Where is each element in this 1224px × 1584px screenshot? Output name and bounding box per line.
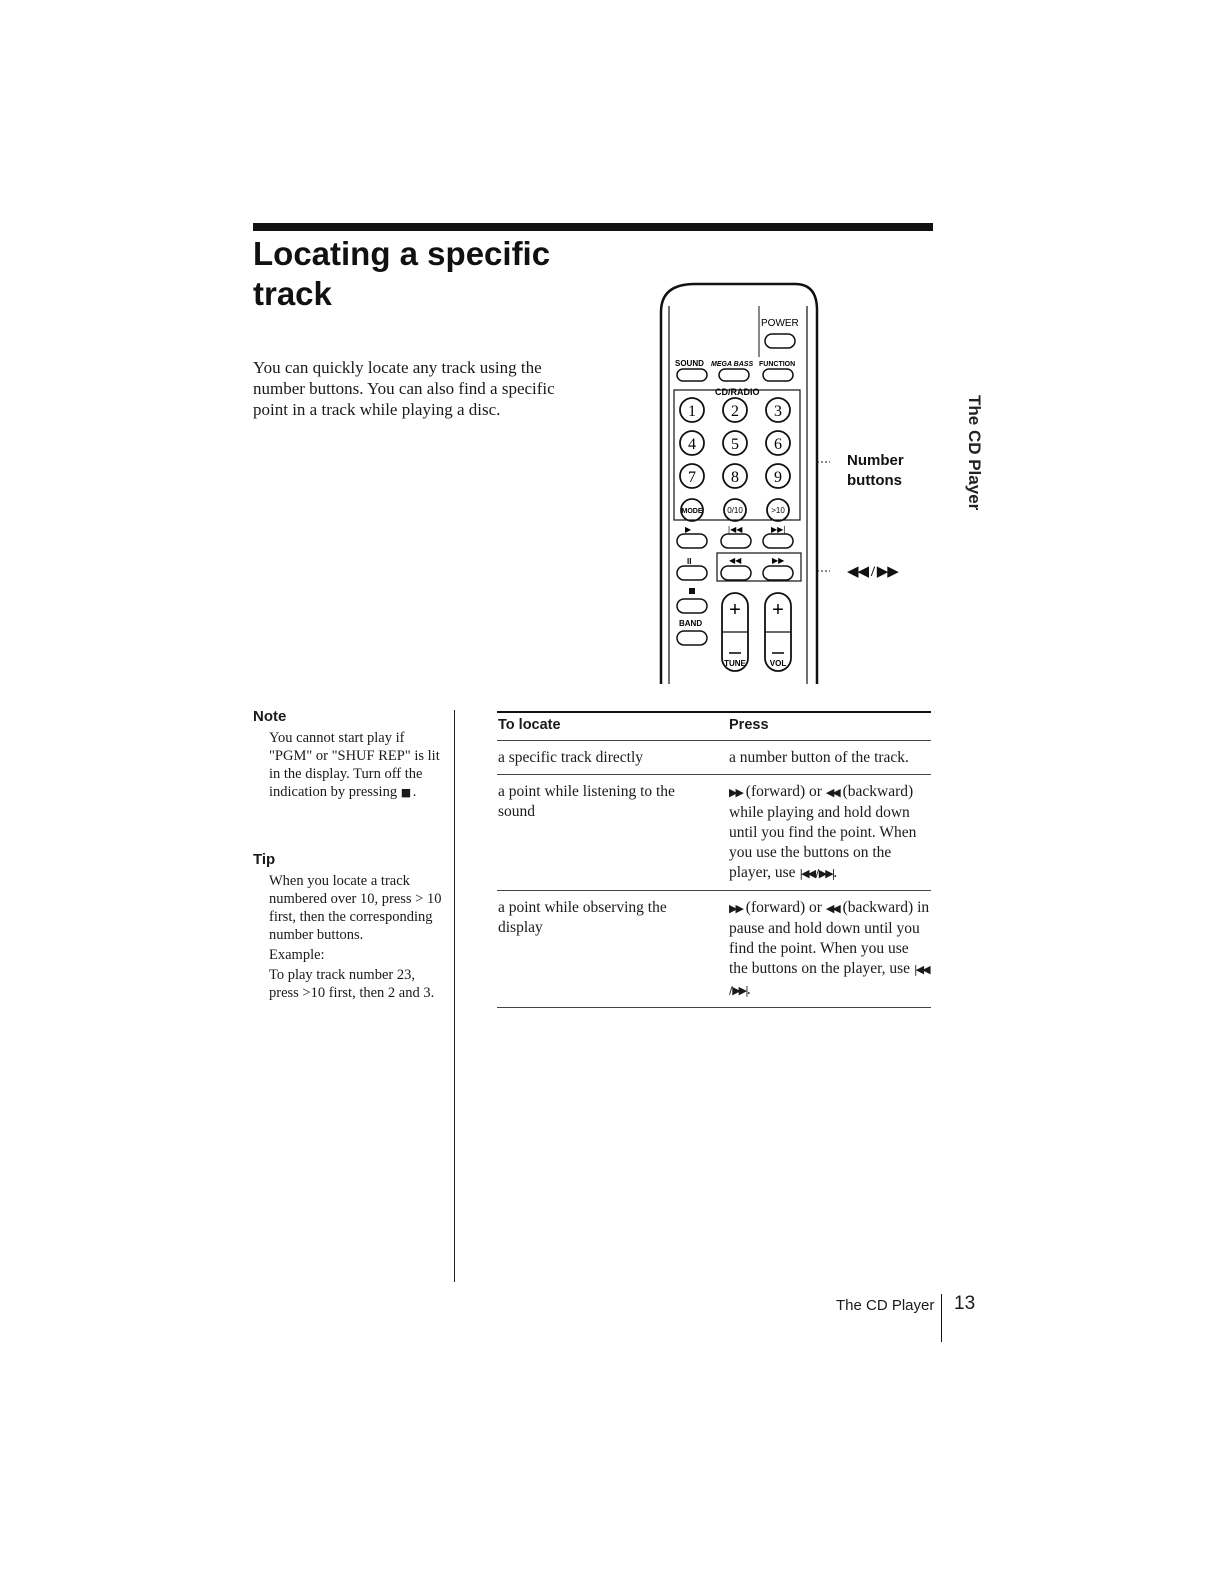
power-label: POWER xyxy=(761,318,799,329)
sound-button[interactable] xyxy=(677,369,707,381)
note-heading: Note xyxy=(253,708,287,725)
digit-label: 5 xyxy=(731,436,739,453)
page-number: 13 xyxy=(954,1293,976,1314)
sound-label: SOUND xyxy=(675,359,704,368)
rewind-button[interactable] xyxy=(721,566,751,580)
digit-label: 6 xyxy=(774,436,782,453)
remote-control-illustration xyxy=(655,282,830,684)
pause-button[interactable] xyxy=(677,566,707,580)
band-label: BAND xyxy=(679,619,703,628)
tune-plus-icon: + xyxy=(729,599,741,621)
skip-icons: |◀◀ / ▶▶| xyxy=(799,867,834,880)
prev-track-icon: |◀◀ xyxy=(728,525,743,534)
play-icon: ▶ xyxy=(685,525,692,534)
digit-label: 9 xyxy=(774,469,782,486)
cd-radio-label: CD/RADIO xyxy=(715,387,760,397)
footer-divider xyxy=(941,1294,942,1342)
prev-track-button[interactable] xyxy=(721,534,751,548)
zero-ten-label: 0/10 xyxy=(727,506,743,515)
column-divider xyxy=(454,710,455,1282)
table-row: a specific track directly a number button of the track. xyxy=(497,741,931,775)
tip-example: To play track number 23, press >10 first, then 2 and 3. xyxy=(269,967,435,1001)
table-row: a point while observing the display ▶▶ (forward) or ◀◀ (backward) in pause and hold down until you find the point. When you use the buttons on the player, use |◀◀ / ▶▶|. xyxy=(497,891,931,1008)
tip-text: When you locate a track numbered over 10, press > 10 first, then the corresponding number buttons. Example: To play track number 23, press >10 first, then 2 and 3. xyxy=(269,872,444,1002)
stop-icon xyxy=(689,588,695,594)
digit-label: 7 xyxy=(688,469,696,486)
tip-example-label: Example: xyxy=(269,947,325,963)
mode-label: MODE xyxy=(681,508,703,515)
function-label: FUNCTION xyxy=(759,361,796,368)
next-track-icon: ▶▶| xyxy=(771,525,786,534)
number-pad xyxy=(680,398,790,521)
header-press: Press xyxy=(728,712,931,741)
rewind-icon: ◀◀ xyxy=(825,786,839,799)
digit-label: 3 xyxy=(774,403,782,420)
fast-forward-icon: ▶▶ xyxy=(729,786,742,799)
mega-bass-button[interactable] xyxy=(719,369,749,381)
section-side-tab: The CD Player xyxy=(965,395,984,511)
over-ten-label: >10 xyxy=(771,506,785,515)
digit-label: 1 xyxy=(688,403,696,420)
stop-icon: ■ xyxy=(400,786,410,799)
page-title: Locating a specific track xyxy=(253,235,551,312)
tip-heading: Tip xyxy=(253,851,276,868)
next-track-button[interactable] xyxy=(763,534,793,548)
fast-forward-icon: ▶▶ xyxy=(729,902,742,915)
stop-button[interactable] xyxy=(677,599,707,613)
digit-label: 8 xyxy=(731,469,739,486)
mega-bass-label: MEGA BASS xyxy=(711,361,754,368)
rewind-icon: ◀◀ xyxy=(729,556,742,565)
digit-label: 2 xyxy=(731,403,739,420)
function-button[interactable] xyxy=(763,369,793,381)
play-button[interactable] xyxy=(677,534,707,548)
footer-section: The CD Player xyxy=(836,1297,935,1314)
table-row: a point while listening to the sound ▶▶ (forward) or ◀◀ (backward) while playing and hold down until you find the point. When you use the buttons on the player, use |◀◀ / ▶▶|. xyxy=(497,775,931,891)
power-button[interactable] xyxy=(765,334,795,348)
title-rule xyxy=(253,223,933,231)
header-to-locate: To locate xyxy=(497,712,728,741)
fast-forward-button[interactable] xyxy=(763,566,793,580)
note-text: You cannot start play if "PGM" or "SHUF REP" is lit in the display. Turn off the indication by pressing ■ . xyxy=(269,730,440,800)
band-button[interactable] xyxy=(677,631,707,645)
locate-table xyxy=(497,711,931,1008)
rewind-icon: ◀◀ xyxy=(825,902,839,915)
vol-plus-icon: + xyxy=(772,599,784,621)
vol-label: VOL xyxy=(769,659,787,668)
fast-forward-icon: ▶▶ xyxy=(772,556,785,565)
number-buttons-callout: Number buttons xyxy=(847,452,904,489)
intro-paragraph: You can quickly locate any track using the number buttons. You can also find a specific point in a track while playing a disc. xyxy=(253,358,555,419)
skip-icons: |◀◀ / ▶▶| xyxy=(729,963,929,997)
digit-label: 4 xyxy=(688,436,696,453)
tune-label: TUNE xyxy=(724,659,746,668)
pause-icon: II xyxy=(687,557,692,566)
seek-buttons-callout: ◀◀ / ▶▶ xyxy=(847,564,898,580)
